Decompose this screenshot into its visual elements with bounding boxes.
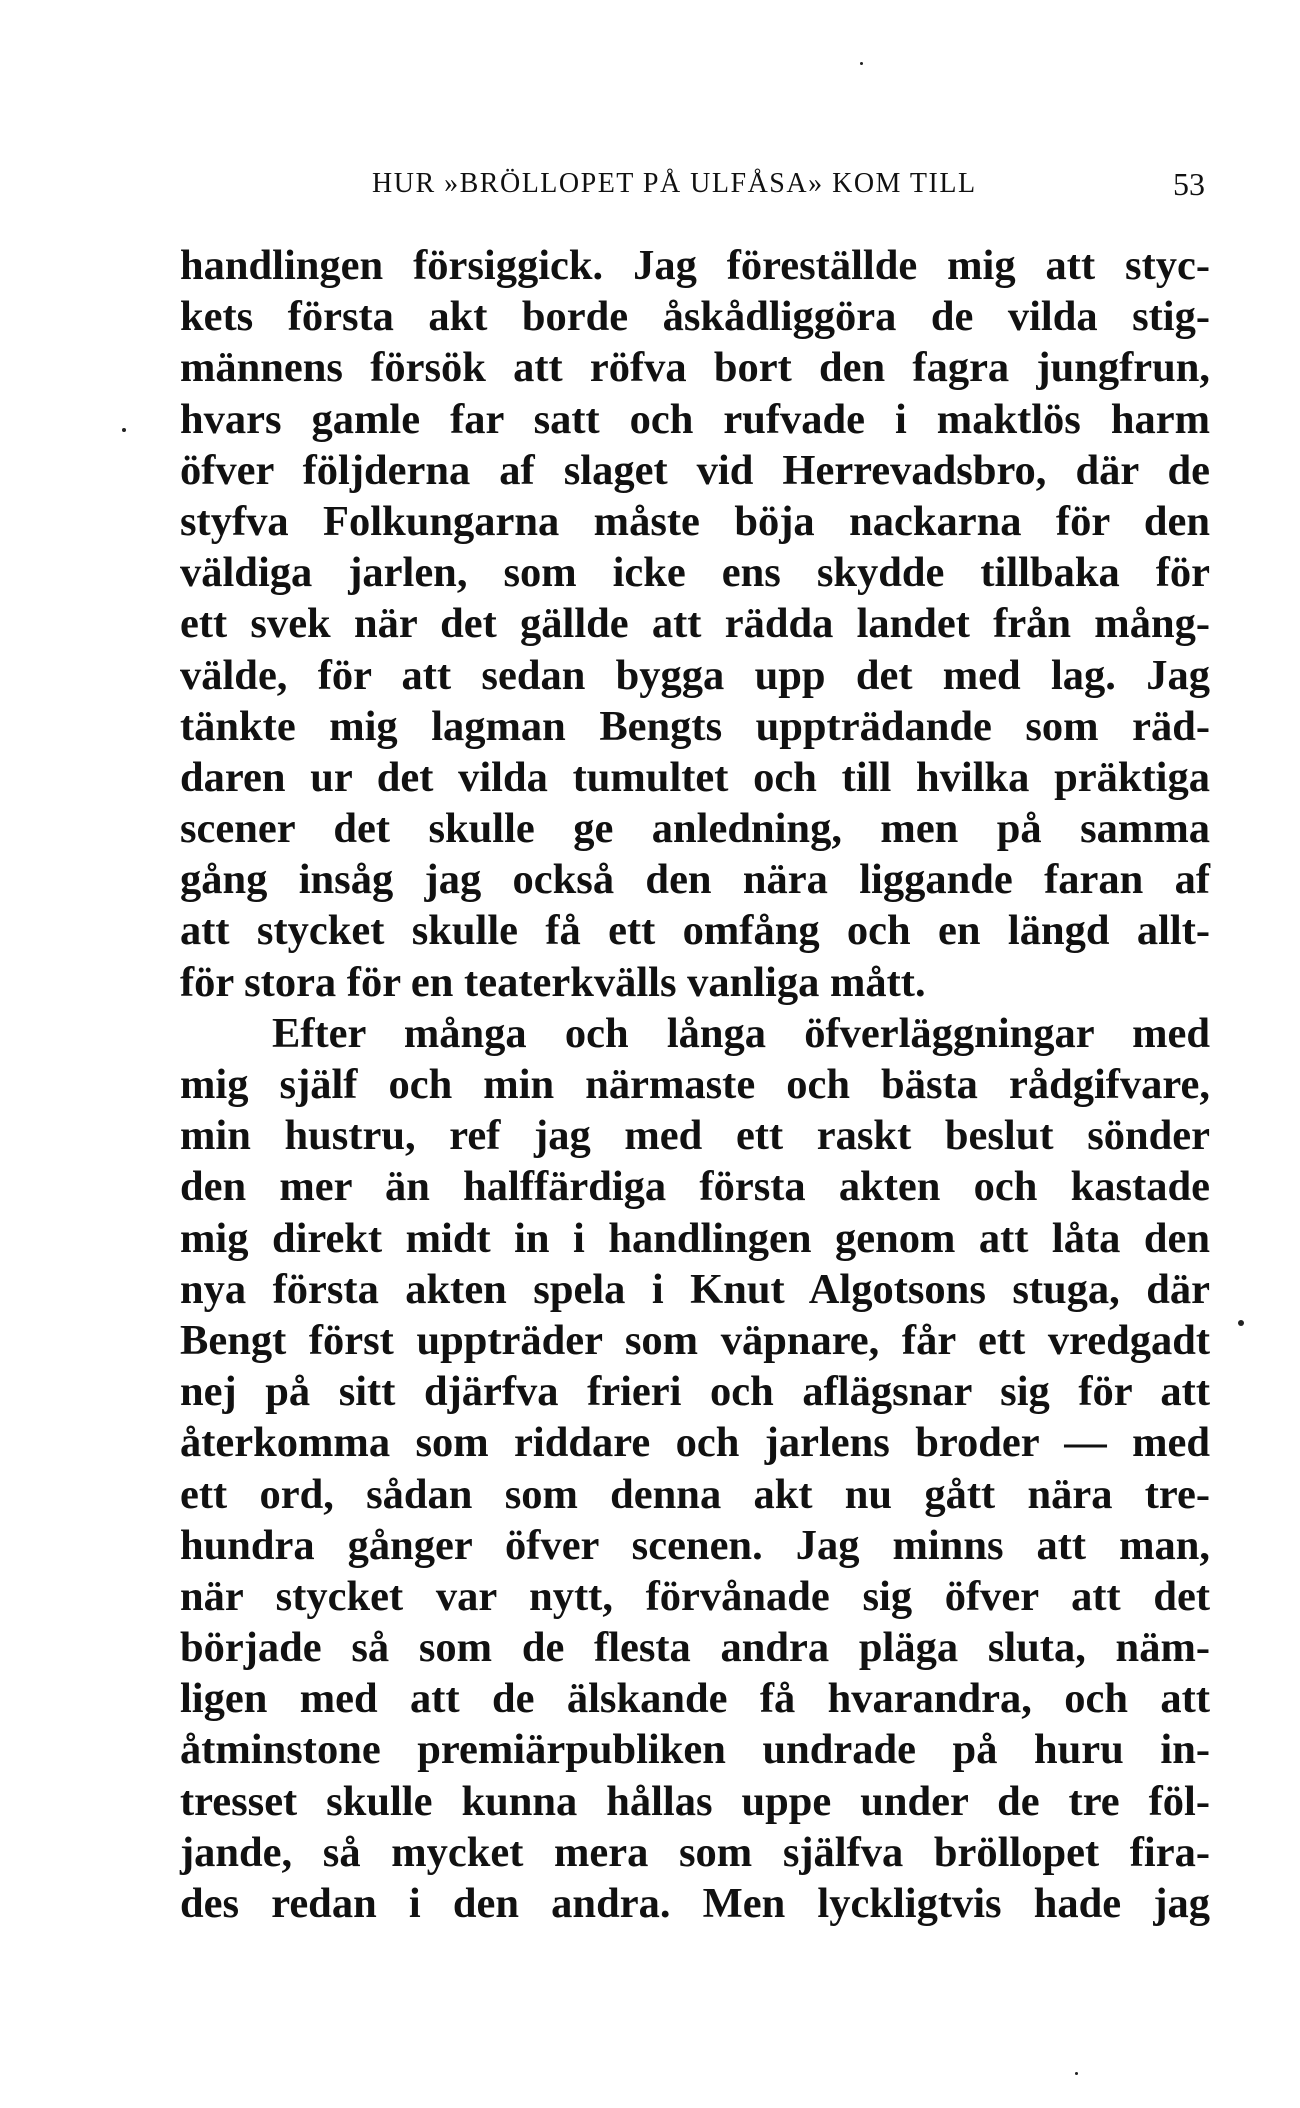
- text-line: åtminstone premiärpubliken undrade på huru in-: [180, 1726, 1210, 1774]
- text-line: kets första akt borde åskådliggöra de vilda stig-: [180, 293, 1210, 341]
- text-line: att stycket skulle få ett omfång och en längd allt-: [180, 907, 1210, 955]
- text-line: Bengt först uppträder som väpnare, får ett vredgadt: [180, 1316, 1210, 1364]
- text-line: styfva Folkungarna måste böja nackarna för den: [180, 497, 1210, 545]
- text-line: öfver följderna af slaget vid Herrevadsbro, där de: [180, 446, 1210, 494]
- scan-speck: [122, 428, 126, 432]
- text-line: ett svek när det gällde att rädda landet från mång-: [180, 600, 1210, 648]
- text-line: mig direkt midt in i handlingen genom att låta den: [180, 1214, 1210, 1262]
- text-line: jande, så mycket mera som själfva bröllopet fira-: [180, 1828, 1210, 1876]
- text-line: började så som de flesta andra pläga sluta, näm-: [180, 1624, 1210, 1672]
- text-line: männens försök att röfva bort den fagra jungfrun,: [180, 344, 1210, 392]
- text-line: när stycket var nytt, förvånade sig öfver att det: [180, 1572, 1210, 1620]
- text-line: hvars gamle far satt och rufvade i maktlös harm: [180, 395, 1210, 443]
- text-line: nej på sitt djärfva frieri och aflägsnar sig för att: [180, 1368, 1210, 1416]
- text-line: tänkte mig lagman Bengts uppträdande som räd-: [180, 702, 1210, 750]
- scan-speck: [860, 62, 863, 65]
- text-line: gång insåg jag också den nära liggande faran af: [180, 856, 1210, 904]
- running-head: [180, 168, 1205, 208]
- paragraph-end-line: för stora för en teaterkvälls vanliga mått.: [180, 958, 926, 1006]
- text-line: nya första akten spela i Knut Algotsons stuga, där: [180, 1265, 1210, 1313]
- body-text: [180, 240, 1210, 1929]
- text-line: tresset skulle kunna hållas uppe under de tre föl-: [180, 1777, 1210, 1825]
- scan-speck: [1238, 1320, 1244, 1326]
- text-line: scener det skulle ge anledning, men på samma: [180, 805, 1210, 853]
- text-line: väldiga jarlen, som icke ens skydde tillbaka för: [180, 549, 1210, 597]
- text-line: återkomma som riddare och jarlens broder — med: [180, 1419, 1210, 1467]
- text-line: ett ord, sådan som denna akt nu gått nära tre-: [180, 1470, 1210, 1518]
- text-line: hundra gånger öfver scenen. Jag minns att man,: [180, 1521, 1210, 1569]
- page-number: 53: [1173, 166, 1205, 202]
- text-line: daren ur det vilda tumultet och till hvilka präktiga: [180, 753, 1210, 801]
- paragraph-start-line: Efter många och långa öfverläggningar med: [272, 1009, 1210, 1057]
- text-line: handlingen försiggick. Jag föreställde mig att styc-: [180, 242, 1210, 289]
- text-line: ligen med att de älskande få hvarandra, och att: [180, 1675, 1210, 1723]
- text-line: des redan i den andra. Men lyckligtvis hade jag: [180, 1880, 1210, 1927]
- text-line: mig själf och min närmaste och bästa rådgifvare,: [180, 1061, 1210, 1108]
- scan-speck: [1075, 2072, 1078, 2075]
- text-line: min hustru, ref jag med ett raskt beslut sönder: [180, 1112, 1210, 1160]
- text-line: den mer än halffärdiga första akten och kastade: [180, 1163, 1210, 1211]
- text-line: välde, för att sedan bygga upp det med lag. Jag: [180, 651, 1210, 699]
- running-title: HUR »BRÖLLOPET PÅ ULFÅSA» KOM TILL: [372, 168, 977, 199]
